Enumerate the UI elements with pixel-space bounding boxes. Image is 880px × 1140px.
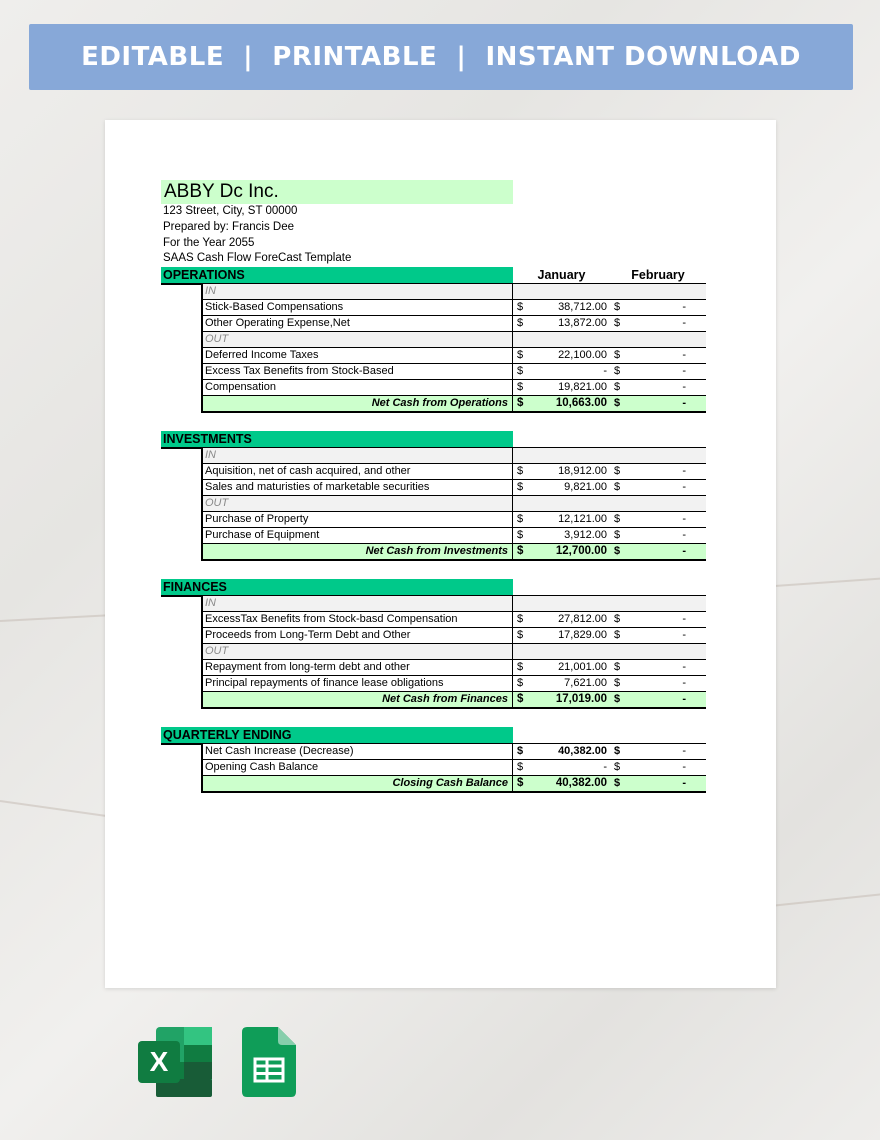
currency-symbol: $ [614,613,621,626]
amount-value: - [682,317,686,330]
row-label: Net Cash from Operations [203,396,513,411]
document-page [105,120,776,988]
total-row [203,692,706,709]
currency-symbol: $ [517,381,524,394]
month-header-january: January [537,268,586,283]
prepared-by: Prepared by: Francis Dee [163,220,295,233]
february-cell [610,348,706,363]
google-sheets-icon [242,1027,296,1097]
amount-value: 27,812.00 [558,613,607,626]
table-row [203,660,706,676]
amount-value: 40,382.00 [555,777,607,790]
currency-symbol: $ [614,349,621,362]
banner-text: EDITABLE | PRINTABLE | INSTANT DOWNLOAD [81,42,801,72]
currency-symbol: $ [614,693,621,706]
january-cell [513,332,610,347]
excel-icon [138,1027,212,1097]
amount-value: 19,821.00 [558,381,607,394]
amount-value: - [682,693,686,706]
row-label: IN [203,284,513,299]
amount-value: - [682,529,686,542]
amount-value: 17,019.00 [555,693,607,706]
marble-vein [0,800,119,819]
january-cell [513,596,610,611]
amount-value: - [682,545,686,558]
promo-banner [29,24,853,90]
currency-symbol: $ [614,777,621,790]
amount-value: - [682,661,686,674]
table-row [203,300,706,316]
january-cell [513,496,610,511]
table-row [203,316,706,332]
section-rows [201,595,706,709]
subheader-row [203,596,706,612]
currency-symbol: $ [517,745,524,758]
app-icons [138,1027,296,1097]
table-row [203,528,706,544]
section-operations [161,267,706,413]
february-cell [610,628,706,643]
section-spacer [161,413,706,431]
table-row [203,612,706,628]
january-cell [513,660,610,675]
january-cell [513,464,610,479]
sections-container [161,267,706,793]
currency-symbol: $ [614,529,621,542]
february-cell [610,544,706,559]
template-name: SAAS Cash Flow ForeCast Template [163,252,352,265]
table-row [203,480,706,496]
amount-value: - [682,745,686,758]
february-cell [610,332,706,347]
currency-symbol: $ [517,349,524,362]
currency-symbol: $ [517,693,524,706]
section-spacer [161,709,706,727]
row-label: Other Operating Expense,Net [203,316,513,331]
currency-symbol: $ [614,365,621,378]
table-row [203,628,706,644]
section-bracket [161,595,202,597]
amount-value: - [682,761,686,774]
amount-value: 18,912.00 [558,465,607,478]
table-row [203,364,706,380]
currency-symbol: $ [614,317,621,330]
amount-value: - [682,481,686,494]
amount-value: - [682,513,686,526]
currency-symbol: $ [517,317,524,330]
january-cell [513,364,610,379]
currency-symbol: $ [517,397,524,410]
amount-value: - [682,397,686,410]
table-row [203,464,706,480]
section-title: OPERATIONS [161,267,513,283]
february-cell [610,380,706,395]
row-label: Deferred Income Taxes [203,348,513,363]
january-cell [513,480,610,495]
row-label: ExcessTax Benefits from Stock-basd Compensation [203,612,513,627]
january-cell [513,316,610,331]
month-headers [513,431,706,447]
amount-value: 17,829.00 [558,629,607,642]
currency-symbol: $ [614,381,621,394]
marble-vein [770,892,880,907]
january-cell [513,644,610,659]
row-label: Excess Tax Benefits from Stock-Based [203,364,513,379]
january-cell [513,760,610,775]
currency-symbol: $ [517,661,524,674]
company-name: ABBY Dc Inc. [161,180,513,204]
amount-value: 21,001.00 [558,661,607,674]
february-cell [610,528,706,543]
row-label: Principal repayments of finance lease obligations [203,676,513,691]
row-label: Opening Cash Balance [203,760,513,775]
row-label: Closing Cash Balance [203,776,513,791]
amount-value: 22,100.00 [558,349,607,362]
section-quarterly-ending [161,727,706,793]
amount-value: - [682,381,686,394]
amount-value: - [682,613,686,626]
total-row [203,396,706,413]
amount-value: - [682,349,686,362]
row-label: OUT [203,644,513,659]
total-row [203,544,706,561]
section-title: FINANCES [161,579,513,595]
currency-symbol: $ [614,629,621,642]
row-label: Compensation [203,380,513,395]
row-label: IN [203,596,513,611]
january-cell [513,380,610,395]
february-cell [610,396,706,411]
section-bracket [161,447,202,449]
total-row [203,776,706,793]
section-header [161,267,706,283]
section-header [161,727,706,743]
subheader-row [203,644,706,660]
february-cell [610,692,706,707]
month-headers [513,727,706,743]
table-row [203,744,706,760]
january-cell [513,512,610,527]
month-headers [513,579,706,595]
amount-value: 7,621.00 [564,677,607,690]
currency-symbol: $ [517,613,524,626]
currency-symbol: $ [517,777,524,790]
row-label: Net Cash from Finances [203,692,513,707]
cash-flow-sheet [161,180,706,793]
amount-value: 12,121.00 [558,513,607,526]
february-cell [610,760,706,775]
section-header [161,579,706,595]
row-label: Aquisition, net of cash acquired, and other [203,464,513,479]
section-header [161,431,706,447]
currency-symbol: $ [517,513,524,526]
amount-value: - [603,761,607,774]
currency-symbol: $ [517,545,524,558]
row-label: Repayment from long-term debt and other [203,660,513,675]
february-cell [610,644,706,659]
row-label: Stick-Based Compensations [203,300,513,315]
amount-value: 9,821.00 [564,481,607,494]
subheader-row [203,332,706,348]
section-rows [201,283,706,413]
february-cell [610,316,706,331]
row-label: OUT [203,332,513,347]
currency-symbol: $ [517,761,524,774]
january-cell [513,300,610,315]
january-cell [513,776,610,791]
row-label: Purchase of Equipment [203,528,513,543]
january-cell [513,744,610,759]
february-cell [610,496,706,511]
january-cell [513,348,610,363]
subheader-row [203,284,706,300]
row-label: Net Cash from Investments [203,544,513,559]
currency-symbol: $ [614,397,621,410]
currency-symbol: $ [614,761,621,774]
svg-text:X: X [149,1046,169,1077]
row-label: IN [203,448,513,463]
amount-value: 10,663.00 [555,397,607,410]
january-cell [513,448,610,463]
currency-symbol: $ [517,481,524,494]
currency-symbol: $ [517,629,524,642]
february-cell [610,480,706,495]
february-cell [610,612,706,627]
amount-value: - [682,629,686,642]
currency-symbol: $ [517,677,524,690]
amount-value: - [682,677,686,690]
table-row [203,348,706,364]
section-title: INVESTMENTS [161,431,513,447]
table-row [203,380,706,396]
company-address: 123 Street, City, ST 00000 [163,205,298,217]
amount-value: - [603,365,607,378]
section-rows [201,743,706,793]
month-header-february: February [631,268,685,283]
currency-symbol: $ [614,301,621,314]
january-cell [513,612,610,627]
month-headers [513,267,706,283]
february-cell [610,464,706,479]
currency-symbol: $ [614,661,621,674]
report-year: For the Year 2055 [163,236,255,249]
amount-value: 3,912.00 [564,529,607,542]
amount-value: - [682,465,686,478]
january-cell [513,676,610,691]
february-cell [610,744,706,759]
amount-value: 12,700.00 [555,545,607,558]
february-cell [610,596,706,611]
row-label: Net Cash Increase (Decrease) [203,744,513,759]
currency-symbol: $ [614,677,621,690]
section-investments [161,431,706,561]
february-cell [610,284,706,299]
row-label: Proceeds from Long-Term Debt and Other [203,628,513,643]
amount-value: 38,712.00 [558,301,607,314]
january-cell [513,544,610,559]
january-cell [513,692,610,707]
section-title: QUARTERLY ENDING [161,727,513,743]
january-cell [513,528,610,543]
table-row [203,760,706,776]
february-cell [610,448,706,463]
february-cell [610,512,706,527]
subheader-row [203,496,706,512]
february-cell [610,676,706,691]
currency-symbol: $ [517,365,524,378]
row-label: Purchase of Property [203,512,513,527]
currency-symbol: $ [517,529,524,542]
section-bracket [161,743,202,745]
row-label: OUT [203,496,513,511]
section-finances [161,579,706,709]
amount-value: 13,872.00 [558,317,607,330]
currency-symbol: $ [517,465,524,478]
amount-value: - [682,777,686,790]
currency-symbol: $ [517,301,524,314]
amount-value: 40,382.00 [558,745,607,758]
subheader-row [203,448,706,464]
currency-symbol: $ [614,513,621,526]
section-spacer [161,561,706,579]
amount-value: - [682,365,686,378]
amount-value: - [682,301,686,314]
currency-symbol: $ [614,745,621,758]
january-cell [513,396,610,411]
february-cell [610,364,706,379]
section-bracket [161,283,202,285]
february-cell [610,660,706,675]
currency-symbol: $ [614,545,621,558]
february-cell [610,776,706,791]
january-cell [513,284,610,299]
section-rows [201,447,706,561]
currency-symbol: $ [614,481,621,494]
february-cell [610,300,706,315]
currency-symbol: $ [614,465,621,478]
table-row [203,512,706,528]
row-label: Sales and maturisties of marketable securities [203,480,513,495]
january-cell [513,628,610,643]
table-row [203,676,706,692]
